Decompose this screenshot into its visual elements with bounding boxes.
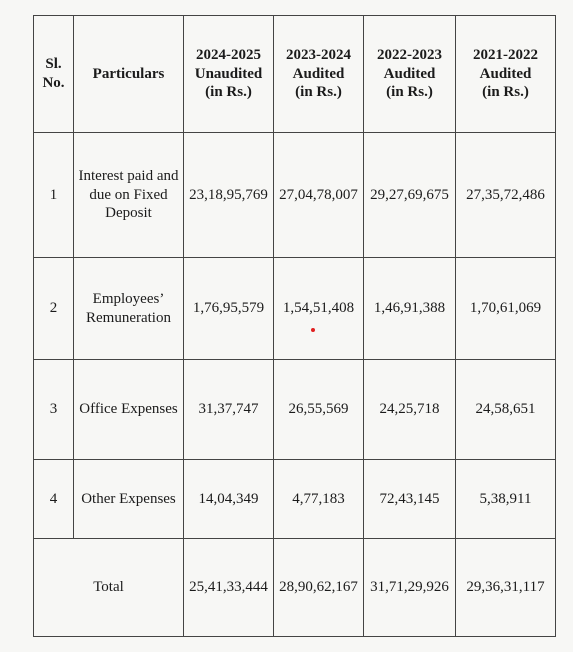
table-row <box>34 360 556 460</box>
value-cell: 23,18,95,769 <box>184 133 274 258</box>
table-row <box>34 460 556 539</box>
header-year-2022-2023 <box>364 16 456 133</box>
value-cell: 5,38,911 <box>456 460 556 539</box>
header-year-2021-2022 <box>456 16 556 133</box>
value-cell: 24,58,651 <box>456 360 556 460</box>
financial-table <box>33 15 556 637</box>
header-status-label: Unaudited <box>194 65 263 82</box>
total-value-cell: 31,71,29,926 <box>364 539 456 637</box>
header-row <box>34 16 556 133</box>
value-cell: 31,37,747 <box>184 360 274 460</box>
header-unit-label: (in Rs.) <box>482 84 529 101</box>
particular-cell: Employees’ Remuneration <box>74 258 184 360</box>
header-year-2023-2024 <box>274 16 364 133</box>
value-cell: 27,04,78,007 <box>274 133 364 258</box>
value-cell: 4,77,183 <box>274 460 364 539</box>
value-cell: 29,27,69,675 <box>364 133 456 258</box>
sl-no-cell: 4 <box>34 460 74 539</box>
header-status-label: Audited <box>479 65 532 82</box>
header-year-2024-2025 <box>184 16 274 133</box>
header-year-label: 2022-2023 <box>377 46 442 63</box>
header-unit-label: (in Rs.) <box>295 84 342 101</box>
header-sl-no: Sl. No. <box>34 16 74 133</box>
particular-cell: Interest paid and due on Fixed Deposit <box>74 133 184 258</box>
value-cell: 1,46,91,388 <box>364 258 456 360</box>
header-status-label: Audited <box>292 65 345 82</box>
total-value-cell: 25,41,33,444 <box>184 539 274 637</box>
header-year-label: 2024-2025 <box>196 46 261 63</box>
header-year-label: 2023-2024 <box>286 46 351 63</box>
table-row <box>34 258 556 360</box>
particular-cell: Office Expenses <box>74 360 184 460</box>
value-cell: 14,04,349 <box>184 460 274 539</box>
header-particulars: Particulars <box>74 16 184 133</box>
value-cell: 1,70,61,069 <box>456 258 556 360</box>
header-unit-label: (in Rs.) <box>386 84 433 101</box>
header-status-label: Audited <box>383 65 436 82</box>
value-cell: 24,25,718 <box>364 360 456 460</box>
total-value-cell: 29,36,31,117 <box>456 539 556 637</box>
sl-no-cell: 2 <box>34 258 74 360</box>
value-cell: 26,55,569 <box>274 360 364 460</box>
red-dot-mark <box>311 328 315 332</box>
value-cell: 27,35,72,486 <box>456 133 556 258</box>
total-row <box>34 539 556 637</box>
total-value-cell: 28,90,62,167 <box>274 539 364 637</box>
sl-no-cell: 1 <box>34 133 74 258</box>
value-cell: 1,54,51,408 <box>274 258 364 360</box>
header-year-label: 2021-2022 <box>473 46 538 63</box>
total-label: Total <box>34 539 184 637</box>
value-cell: 72,43,145 <box>364 460 456 539</box>
header-unit-label: (in Rs.) <box>205 84 252 101</box>
particular-cell: Other Expenses <box>74 460 184 539</box>
sl-no-cell: 3 <box>34 360 74 460</box>
value-cell: 1,76,95,579 <box>184 258 274 360</box>
table-row <box>34 133 556 258</box>
